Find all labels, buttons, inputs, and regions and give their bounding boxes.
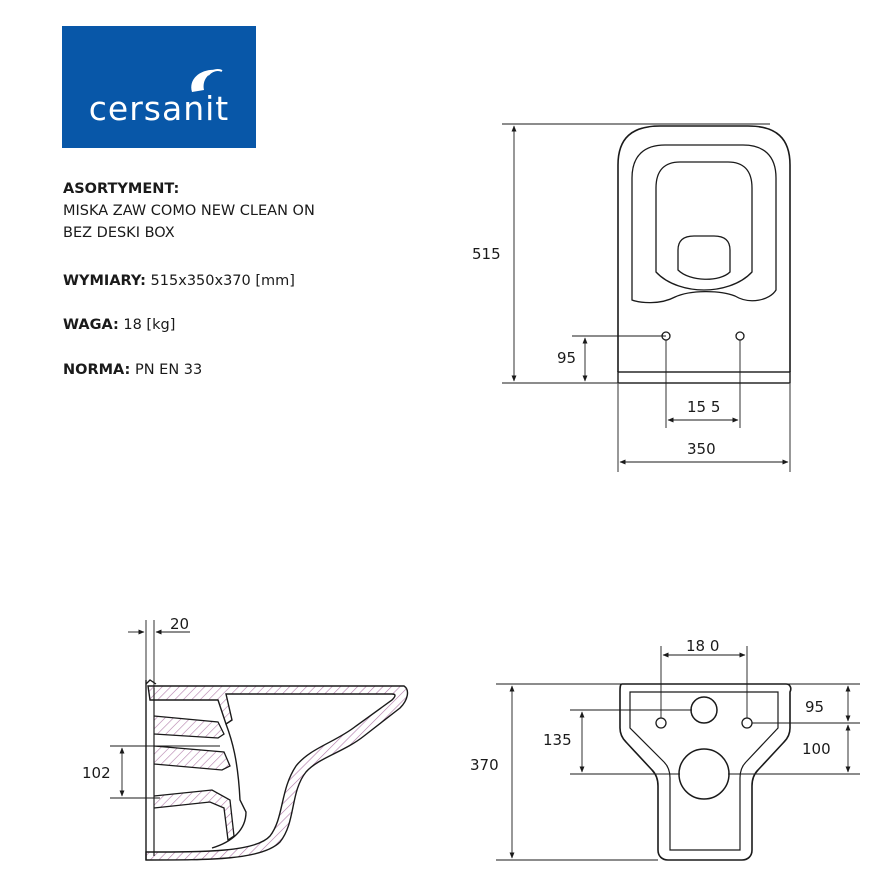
mounting-hole-right <box>736 332 744 340</box>
side-section-hatched <box>146 686 407 860</box>
dimensions-value: 515x350x370 [mm] <box>145 273 295 289</box>
bowl-outlet <box>678 236 730 279</box>
dim-rear-hole-spacing: 18 0 <box>686 637 720 655</box>
dim-top-width: 350 <box>687 440 716 458</box>
norm-value: PN EN 33 <box>130 362 203 378</box>
side-channel-lower <box>154 746 230 770</box>
rear-bolt-hole-right <box>742 718 752 728</box>
assortment-line-2: BEZ DESKI BOX <box>63 225 175 241</box>
dim-rear-height: 370 <box>470 756 499 774</box>
side-view-dimensions <box>110 620 220 798</box>
bowl-rear-flange <box>618 372 790 383</box>
assortment-line-1: MISKA ZAW COMO NEW CLEAN ON <box>63 203 315 219</box>
side-outlet-wall <box>154 790 234 840</box>
assortment-label: ASORTYMENT: <box>63 181 180 197</box>
weight-label: WAGA: <box>63 317 119 333</box>
dim-side-wall-thickness: 20 <box>170 615 190 633</box>
dim-rear-holes-to-outlet: 100 <box>802 740 831 758</box>
rear-bolt-hole-left <box>656 718 666 728</box>
dim-top-hole-spacing: 15 5 <box>687 398 721 416</box>
dim-top-hole-height: 95 <box>557 349 577 367</box>
rear-outlet-hole <box>679 749 729 799</box>
bowl-outline <box>618 126 790 372</box>
bowl-opening <box>656 162 752 290</box>
dim-rear-hole-offset: 135 <box>543 731 572 749</box>
rear-supply-hole <box>691 697 717 723</box>
dim-rear-top-to-holes: 95 <box>805 698 825 716</box>
dimensions-label: WYMIARY: <box>63 273 146 289</box>
logo-wordmark: cersanit <box>88 89 230 128</box>
weight-value: 18 [kg] <box>118 317 176 333</box>
top-view <box>618 126 790 383</box>
dim-top-length: 515 <box>472 245 501 263</box>
top-view-dimensions <box>502 124 790 472</box>
dim-side-outlet-height: 102 <box>82 764 111 782</box>
side-view <box>146 680 407 860</box>
side-channel-upper <box>154 716 224 738</box>
norm-label: NORMA: <box>63 362 131 378</box>
